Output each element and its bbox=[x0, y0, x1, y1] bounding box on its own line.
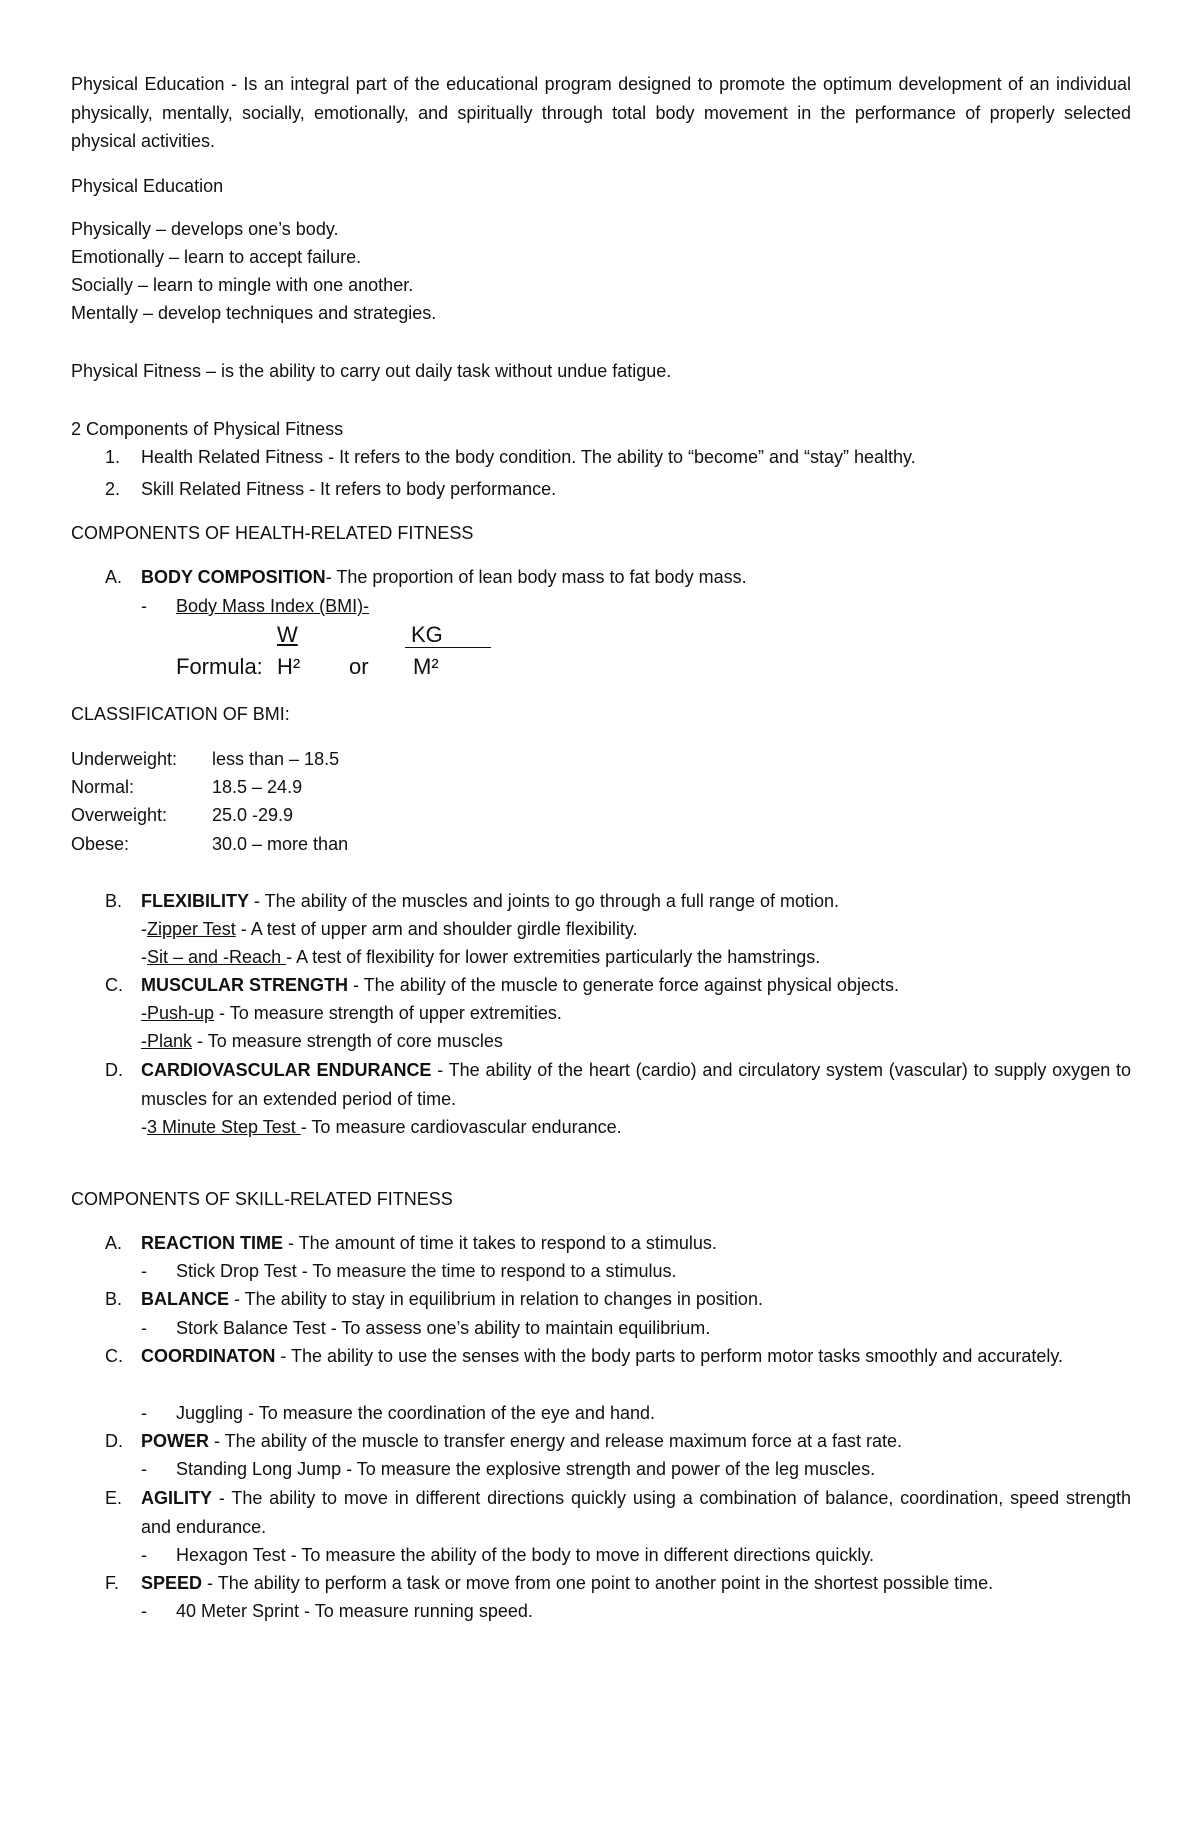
item-title: FLEXIBILITY bbox=[141, 891, 249, 911]
health-item-muscular-strength bbox=[141, 971, 1166, 1000]
test-line bbox=[141, 943, 1166, 972]
skill-item-balance bbox=[141, 1285, 1166, 1314]
test-desc: - A test of upper arm and shoulder girdle flexibility. bbox=[235, 919, 638, 939]
health-item-flexibility bbox=[141, 887, 1166, 916]
intro-definition: - Is an integral part of the educational program designed to promote the optimum development of an individual physically, mentally, socially, emotionally, and spiritually through total body movement in the performance of properly selected physical activities. bbox=[71, 74, 1131, 151]
test-desc: - To measure cardiovascular endurance. bbox=[300, 1117, 622, 1137]
formula-or: or bbox=[349, 654, 369, 679]
skill-item-speed bbox=[141, 1569, 1166, 1598]
bullet-dash: - bbox=[141, 1318, 147, 1338]
list-number: 2. bbox=[105, 479, 121, 499]
skill-item-power bbox=[141, 1427, 1166, 1456]
test-desc: - To measure strength of upper extremities. bbox=[214, 1003, 562, 1023]
test-name: Zipper Test bbox=[147, 919, 236, 939]
test-line bbox=[141, 1027, 1166, 1056]
bmi-class-name: Obese: bbox=[71, 834, 130, 854]
test-line bbox=[141, 1113, 1166, 1142]
components-heading: 2 Components of Physical Fitness bbox=[71, 419, 344, 439]
bmi-class-row bbox=[71, 830, 671, 858]
formula-m: M² bbox=[413, 654, 439, 679]
bmi-class-row bbox=[71, 773, 671, 801]
test-name: Sit – and -Reach bbox=[147, 947, 287, 967]
test-line bbox=[141, 915, 1166, 944]
skill-test: Standing Long Jump - To measure the explosive strength and power of the leg muscles. bbox=[176, 1459, 876, 1479]
pe-aspect: Physically – develops one’s body. bbox=[71, 219, 339, 239]
item-desc: - The ability to perform a task or move from one point to another point in the shortest possible time. bbox=[202, 1573, 994, 1593]
bmi-class-name: Overweight: bbox=[71, 805, 168, 825]
bmi-class-range: 25.0 -29.9 bbox=[212, 805, 294, 825]
test-prefix: - bbox=[141, 1117, 147, 1137]
item-title: SPEED bbox=[141, 1573, 203, 1593]
item-desc: - The ability to use the senses with the body parts to perform motor tasks smoothly and accurately. bbox=[275, 1346, 1064, 1366]
test-desc: - A test of flexibility for lower extremities particularly the hamstrings. bbox=[286, 947, 821, 967]
bullet-dash: - bbox=[141, 1545, 147, 1565]
bmi-class-name: Underweight: bbox=[71, 749, 178, 769]
component-item: Health Related Fitness - It refers to the body condition. The ability to “become” and “stay” healthy. bbox=[141, 447, 916, 467]
test-desc: - To measure strength of core muscles bbox=[192, 1031, 503, 1051]
formula-w-text: W bbox=[277, 622, 298, 647]
pe-heading: Physical Education bbox=[71, 176, 224, 196]
bmi-class-row bbox=[71, 801, 671, 829]
list-letter: E. bbox=[105, 1488, 123, 1508]
item-desc: - The ability to stay in equilibrium in relation to changes in position. bbox=[229, 1289, 763, 1309]
item-desc: - The ability of the muscles and joints to go through a full range of motion. bbox=[249, 891, 840, 911]
list-letter: D. bbox=[105, 1431, 123, 1451]
pe-aspect: Emotionally – learn to accept failure. bbox=[71, 247, 362, 267]
formula-label: Formula: bbox=[176, 654, 263, 679]
test-name: 3 Minute Step Test bbox=[147, 1117, 301, 1137]
item-title: REACTION TIME bbox=[141, 1233, 283, 1253]
item-title: COORDINATON bbox=[141, 1346, 276, 1366]
bullet-dash: - bbox=[141, 1601, 147, 1621]
fitness-definition: Physical Fitness – is the ability to carry out daily task without undue fatigue. bbox=[71, 361, 672, 381]
test-name: -Plank bbox=[141, 1031, 193, 1051]
component-item: Skill Related Fitness - It refers to body performance. bbox=[141, 479, 557, 499]
item-title: BALANCE bbox=[141, 1289, 229, 1309]
health-heading: COMPONENTS OF HEALTH-RELATED FITNESS bbox=[71, 523, 474, 543]
list-letter: B. bbox=[105, 1289, 123, 1309]
health-item-cardiovascular-endurance bbox=[141, 1056, 1131, 1113]
bmi-label-text: Body Mass Index (BMI)- bbox=[176, 596, 370, 616]
list-letter: F. bbox=[105, 1573, 120, 1593]
bullet-dash: - bbox=[141, 1261, 147, 1281]
test-prefix: - bbox=[141, 919, 147, 939]
list-letter: A. bbox=[105, 1233, 123, 1253]
item-desc: - The ability to move in different directions quickly using a combination of balance, coordination, speed strength and endurance. bbox=[141, 1488, 1131, 1537]
item-title: AGILITY bbox=[141, 1488, 212, 1508]
list-letter: C. bbox=[105, 975, 123, 995]
item-desc: - The ability of the muscle to transfer energy and release maximum force at a fast rate. bbox=[209, 1431, 902, 1451]
health-item-body-composition bbox=[141, 563, 1166, 592]
bmi-class-name: Normal: bbox=[71, 777, 135, 797]
bullet-dash: - bbox=[141, 1403, 147, 1423]
list-letter: A. bbox=[105, 567, 123, 587]
item-title: CARDIOVASCULAR ENDURANCE bbox=[141, 1060, 432, 1080]
test-name: -Push-up bbox=[141, 1003, 215, 1023]
bmi-class-range: 18.5 – 24.9 bbox=[212, 777, 303, 797]
item-desc: - The amount of time it takes to respond to a stimulus. bbox=[283, 1233, 717, 1253]
bmi-label bbox=[176, 592, 1131, 621]
list-letter: B. bbox=[105, 891, 123, 911]
skill-test: Juggling - To measure the coordination of the eye and hand. bbox=[176, 1403, 655, 1423]
bmi-class-row bbox=[71, 745, 671, 773]
skill-item-coordination bbox=[141, 1342, 1131, 1371]
skill-test: Stork Balance Test - To assess one’s ability to maintain equilibrium. bbox=[176, 1318, 711, 1338]
item-title: POWER bbox=[141, 1431, 210, 1451]
item-title: MUSCULAR STRENGTH bbox=[141, 975, 348, 995]
bmi-class-range: less than – 18.5 bbox=[212, 749, 340, 769]
skill-item-agility bbox=[141, 1484, 1131, 1541]
intro-term: Physical Education bbox=[71, 74, 225, 94]
pe-aspect: Mentally – develop techniques and strategies. bbox=[71, 303, 437, 323]
skill-item-reaction-time bbox=[141, 1229, 1166, 1258]
skill-test: Hexagon Test - To measure the ability of the body to move in different directions quickly. bbox=[176, 1545, 875, 1565]
formula-kg: KG bbox=[411, 622, 443, 647]
bullet-dash: - bbox=[141, 596, 147, 616]
item-title: BODY COMPOSITION bbox=[141, 567, 326, 587]
item-desc: - The ability of the muscle to generate force against physical objects. bbox=[348, 975, 899, 995]
bullet-dash: - bbox=[141, 1459, 147, 1479]
item-desc: - The proportion of lean body mass to fat body mass. bbox=[325, 567, 747, 587]
intro-paragraph bbox=[71, 70, 1131, 156]
bmi-class-heading: CLASSIFICATION OF BMI: bbox=[71, 704, 290, 724]
pe-aspect: Socially – learn to mingle with one another. bbox=[71, 275, 414, 295]
skill-heading: COMPONENTS OF SKILL-RELATED FITNESS bbox=[71, 1189, 453, 1209]
list-letter: D. bbox=[105, 1060, 123, 1080]
item-desc: - The ability of the heart (cardio) and circulatory system (vascular) to supply oxygen to muscles for an extended period of time. bbox=[141, 1060, 1132, 1109]
bmi-class-range: 30.0 – more than bbox=[212, 834, 349, 854]
formula-h: H² bbox=[277, 654, 301, 679]
skill-test: Stick Drop Test - To measure the time to respond to a stimulus. bbox=[176, 1261, 677, 1281]
list-letter: C. bbox=[105, 1346, 123, 1366]
formula-w bbox=[277, 621, 298, 649]
test-prefix: - bbox=[141, 947, 147, 967]
list-number: 1. bbox=[105, 447, 121, 467]
test-line bbox=[141, 999, 1166, 1028]
skill-test: 40 Meter Sprint - To measure running speed. bbox=[176, 1601, 533, 1621]
